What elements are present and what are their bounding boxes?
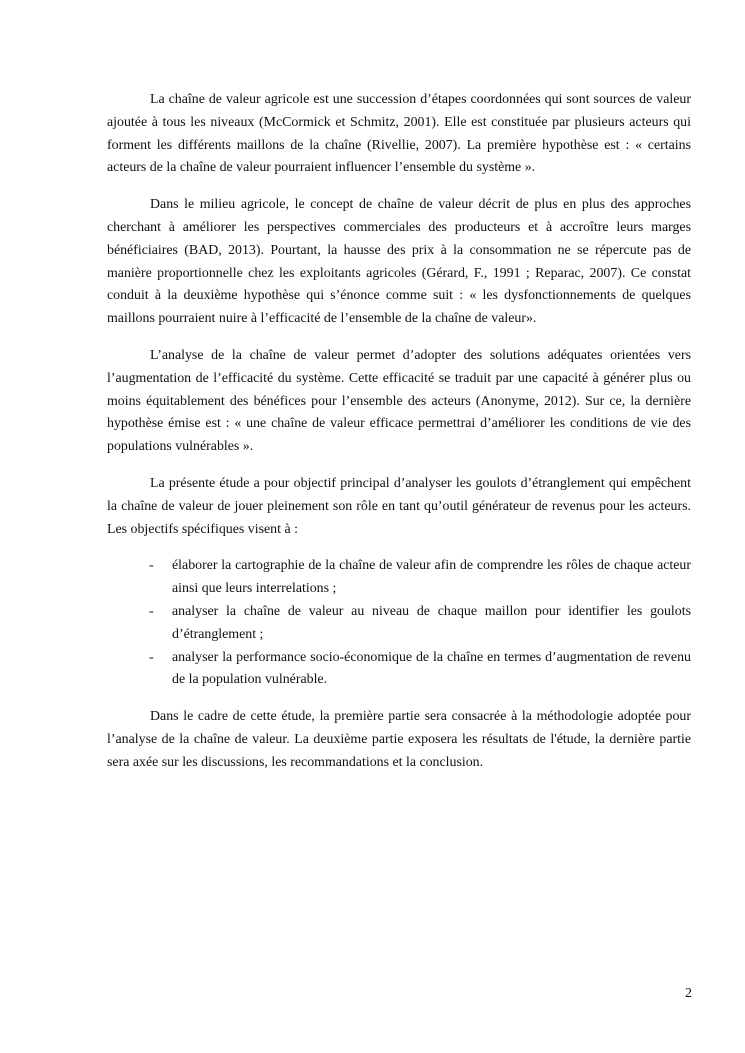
- paragraph-second-hypothesis: Dans le milieu agricole, le concept de chaîne de valeur décrit de plus en plus des approches cherchant à améliorer les perspectives commerciales des producteurs et à accroître leurs marges bénéficiaires (BAD, 2013). Pourtant, la hausse des prix à la consommation ne se répercute pas de manière proportionnelle chez les exploitants agricoles (Gérard, F., 1991 ; Reparac, 2007). Ce constat conduit à la deuxième hypothèse qui s’énonce comme suit : « les dysfonctionnements de quelques maillons pourraient nuire à l’efficacité de l’ensemble de la chaîne de valeur».: [107, 197, 691, 327]
- bullet-dash: -: [149, 603, 154, 619]
- page-number: 2: [685, 986, 692, 1001]
- list-item: [107, 601, 691, 647]
- list-item-text: élaborer la cartographie de la chaîne de valeur afin de comprendre les rôles de chaque acteur ainsi que leurs interrelations ;: [172, 558, 691, 597]
- list-item: [107, 555, 691, 601]
- list-item-text: analyser la chaîne de valeur au niveau de chaque maillon pour identifier les goulots d’étranglement ;: [172, 603, 691, 642]
- paragraph-third-hypothesis: L’analyse de la chaîne de valeur permet d’adopter des solutions adéquates orientées vers l’augmentation de l’efficacité du système. Cette efficacité se traduit par une capacité à générer plus ou moins équitablement des bénéfices pour l’ensemble des acteurs (Anonyme, 2012). Sur ce, la dernière hypothèse émise est : « une chaîne de valeur efficace permettrai d’améliorer les conditions de vie des populations vulnérables ».: [107, 347, 691, 455]
- paragraph-objectives: La présente étude a pour objectif principal d’analyser les goulots d’étranglement qui empêchent la chaîne de valeur de jouer pleinement son rôle en tant qu’outil générateur de revenus pour les acteurs. Les objectifs spécifiques visent à :: [107, 475, 691, 537]
- bullet-dash: -: [149, 649, 154, 665]
- document-page: [107, 89, 691, 789]
- paragraph-structure: Dans le cadre de cette étude, la première partie sera consacrée à la méthodologie adoptée pour l’analyse de la chaîne de valeur. La deuxième partie exposera les résultats de l'étude, la dernière partie sera axée sur les discussions, les recommandations et la conclusion.: [107, 709, 691, 770]
- paragraph-introduction: La chaîne de valeur agricole est une succession d’étapes coordonnées qui sont sources de valeur ajoutée à tous les niveaux (McCormick et Schmitz, 2001). Elle est constituée par plusieurs acteurs qui forment les différents maillons de la chaîne (Rivellie, 2007). La première hypothèse est : « certains acteurs de la chaîne de valeur pourraient influencer l’ensemble du système ».: [107, 92, 691, 176]
- list-item: [107, 647, 691, 693]
- objectives-list: [107, 555, 691, 692]
- bullet-dash: -: [149, 558, 154, 574]
- list-item-text: analyser la performance socio-économique de la chaîne en termes d’augmentation de revenu de la population vulnérable.: [172, 649, 691, 688]
